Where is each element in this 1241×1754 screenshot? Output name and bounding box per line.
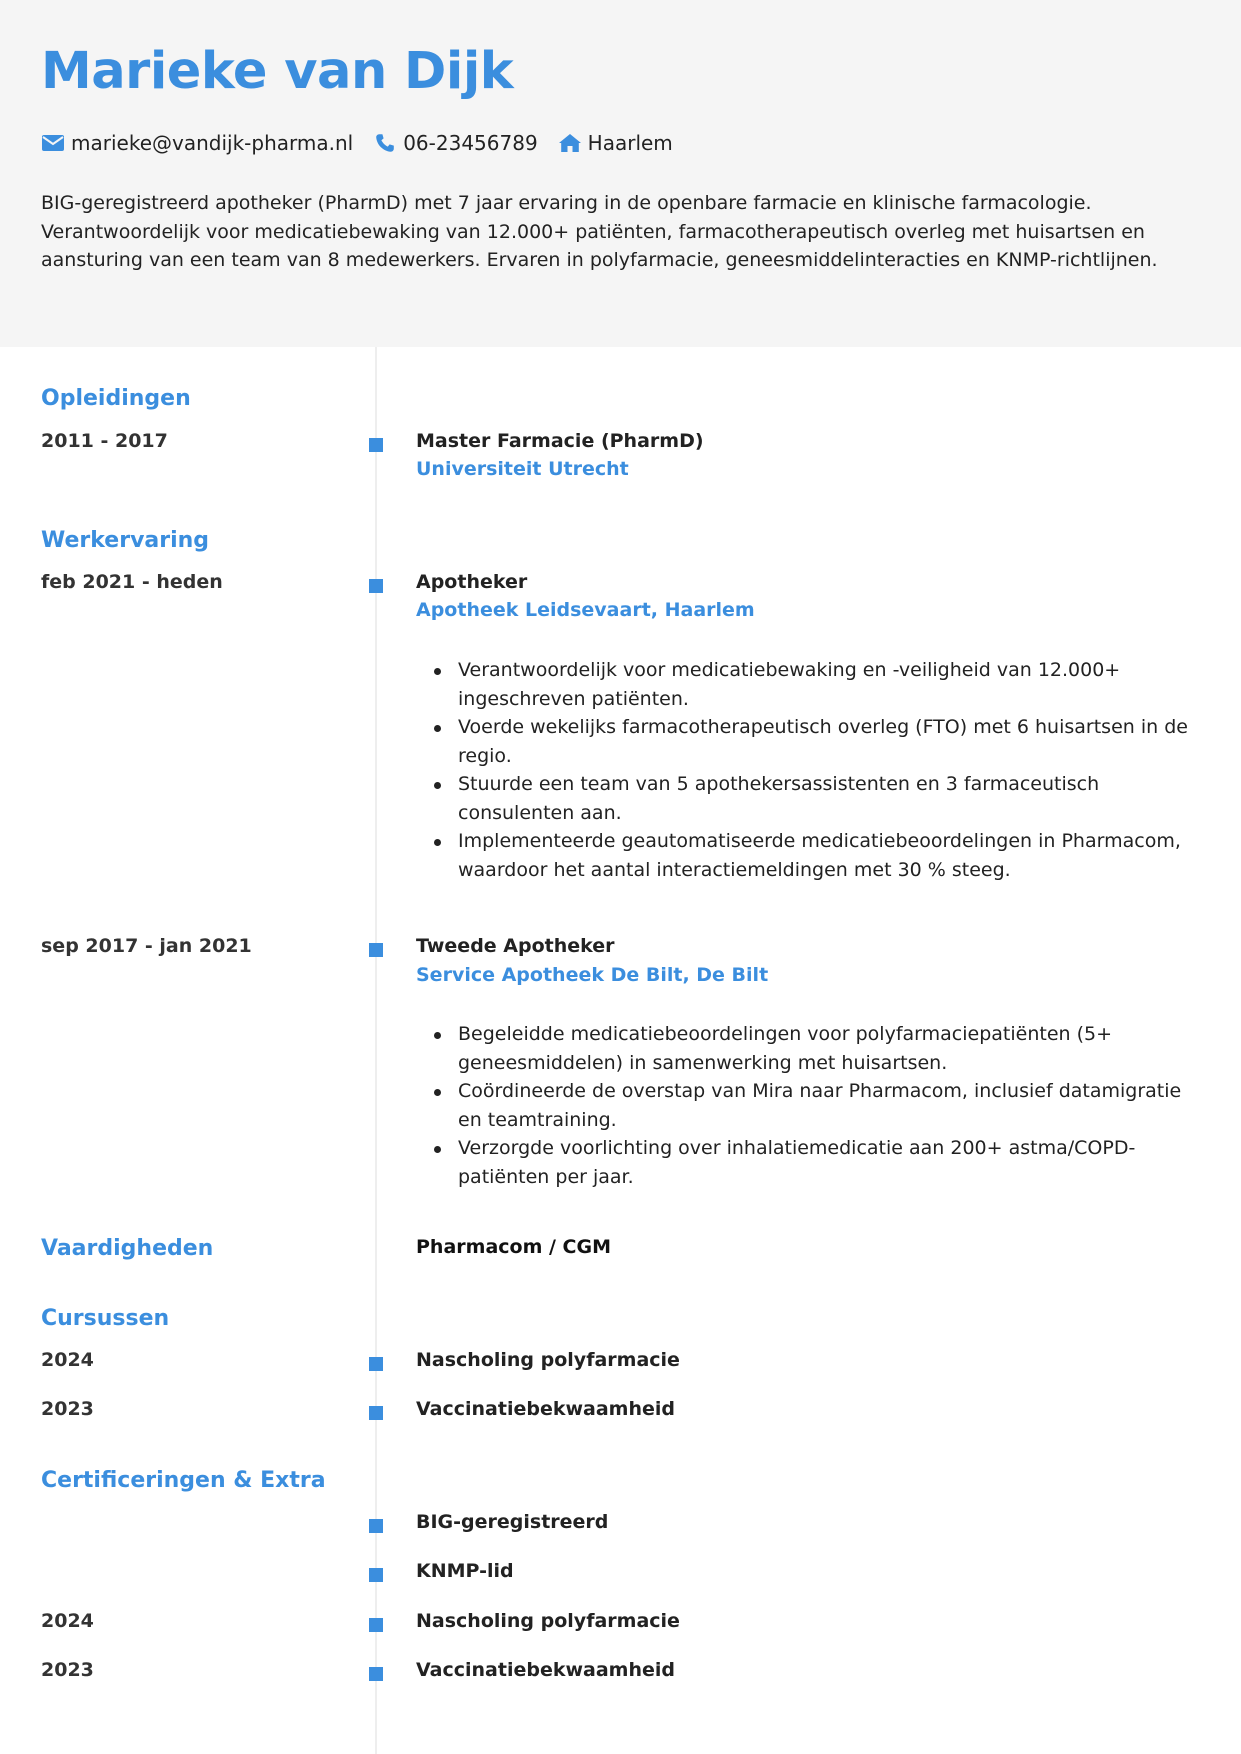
- experience-date: feb 2021 - heden: [41, 571, 223, 593]
- job-employer: Service Apotheek De Bilt, De Bilt: [416, 964, 769, 986]
- section-title-certifications: Certificeringen & Extra: [41, 1468, 326, 1493]
- phone-text[interactable]: 06-23456789: [403, 131, 538, 155]
- job-bullet-list: [416, 1020, 1196, 1191]
- job-bullet: Implementeerde geautomatiseerde medicatiebeoordelingen in Pharmacom, waardoor het aantal interactiemeldingen met 30 % steeg.: [416, 827, 1196, 884]
- contact-location: [558, 131, 673, 155]
- course-title: Nascholing polyfarmacie: [416, 1349, 680, 1371]
- section-title-experience: Werkervaring: [41, 528, 210, 553]
- timeline-marker: [369, 1568, 383, 1582]
- education-school: Universiteit Utrecht: [416, 458, 629, 480]
- education-degree: Master Farmacie (PharmD): [416, 430, 704, 452]
- section-title-courses: Cursussen: [41, 1306, 170, 1331]
- job-title: Apotheker: [416, 571, 528, 593]
- location-text: Haarlem: [587, 131, 673, 155]
- certification-date: 2023: [41, 1659, 94, 1681]
- timeline-marker: [369, 943, 383, 957]
- timeline-marker: [369, 438, 383, 452]
- course-title: Vaccinatiebekwaamheid: [416, 1398, 675, 1420]
- job-bullet: Stuurde een team van 5 apothekersassistenten en 3 farmaceutisch consulenten aan.: [416, 770, 1196, 827]
- job-bullet: Voerde wekelijks farmacotherapeutisch overleg (FTO) met 6 huisartsen in de regio.: [416, 713, 1196, 770]
- contact-bar: [41, 128, 693, 158]
- section-title-education: Opleidingen: [41, 386, 191, 411]
- certification-title: KNMP-lid: [416, 1560, 514, 1582]
- job-bullet: Verzorgde voorlichting over inhalatiemedicatie aan 200+ astma/COPD-patiënten per jaar.: [416, 1134, 1196, 1191]
- certification-date: 2024: [41, 1610, 94, 1632]
- candidate-name: Marieke van Dijk: [41, 42, 514, 101]
- profile-summary: BIG-geregistreerd apotheker (PharmD) met 7 jaar ervaring in de openbare farmacie en klinische farmacologie. Verantwoordelijk voor medicatiebewaking van 12.000+ patiënten, farmacotherapeutisch overleg met huisartsen en aansturing van een team van 8 medewerkers. Ervaren in polyfarmacie, geneesmiddelinteracties en KNMP-richtlijnen.: [41, 192, 1158, 271]
- education-date: 2011 - 2017: [41, 430, 168, 452]
- phone-icon: [373, 131, 397, 155]
- experience-date: sep 2017 - jan 2021: [41, 935, 252, 957]
- email-text[interactable]: marieke@vandijk-pharma.nl: [71, 131, 354, 155]
- course-date: 2023: [41, 1398, 94, 1420]
- job-employer: Apotheek Leidsevaart, Haarlem: [416, 599, 755, 621]
- home-icon: [558, 131, 582, 155]
- timeline-marker: [369, 1357, 383, 1371]
- timeline-marker: [369, 1406, 383, 1420]
- timeline-marker: [369, 1618, 383, 1632]
- job-title: Tweede Apotheker: [416, 935, 615, 957]
- job-bullet: Coördineerde de overstap van Mira naar Pharmacom, inclusief datamigratie en teamtraining.: [416, 1077, 1196, 1134]
- contact-phone[interactable]: [373, 131, 537, 155]
- course-date: 2024: [41, 1349, 94, 1371]
- certification-title: Nascholing polyfarmacie: [416, 1610, 680, 1632]
- resume-header: [0, 0, 1241, 347]
- section-title-skills: Vaardigheden: [41, 1236, 214, 1261]
- timeline-divider: [375, 347, 377, 1754]
- envelope-icon: [41, 131, 65, 155]
- job-bullet: Begeleidde medicatiebeoordelingen voor polyfarmaciepatiënten (5+ geneesmiddelen) in samenwerking met huisartsen.: [416, 1020, 1196, 1077]
- timeline-marker: [369, 1519, 383, 1533]
- skill-item: Pharmacom / CGM: [416, 1236, 611, 1258]
- job-bullet: Verantwoordelijk voor medicatiebewaking en -veiligheid van 12.000+ ingeschreven patiënten.: [416, 656, 1196, 713]
- timeline-marker: [369, 1667, 383, 1681]
- certification-title: Vaccinatiebekwaamheid: [416, 1659, 675, 1681]
- timeline-marker: [369, 579, 383, 593]
- certification-title: BIG-geregistreerd: [416, 1511, 609, 1533]
- contact-email[interactable]: [41, 131, 353, 155]
- job-bullet-list: [416, 656, 1196, 884]
